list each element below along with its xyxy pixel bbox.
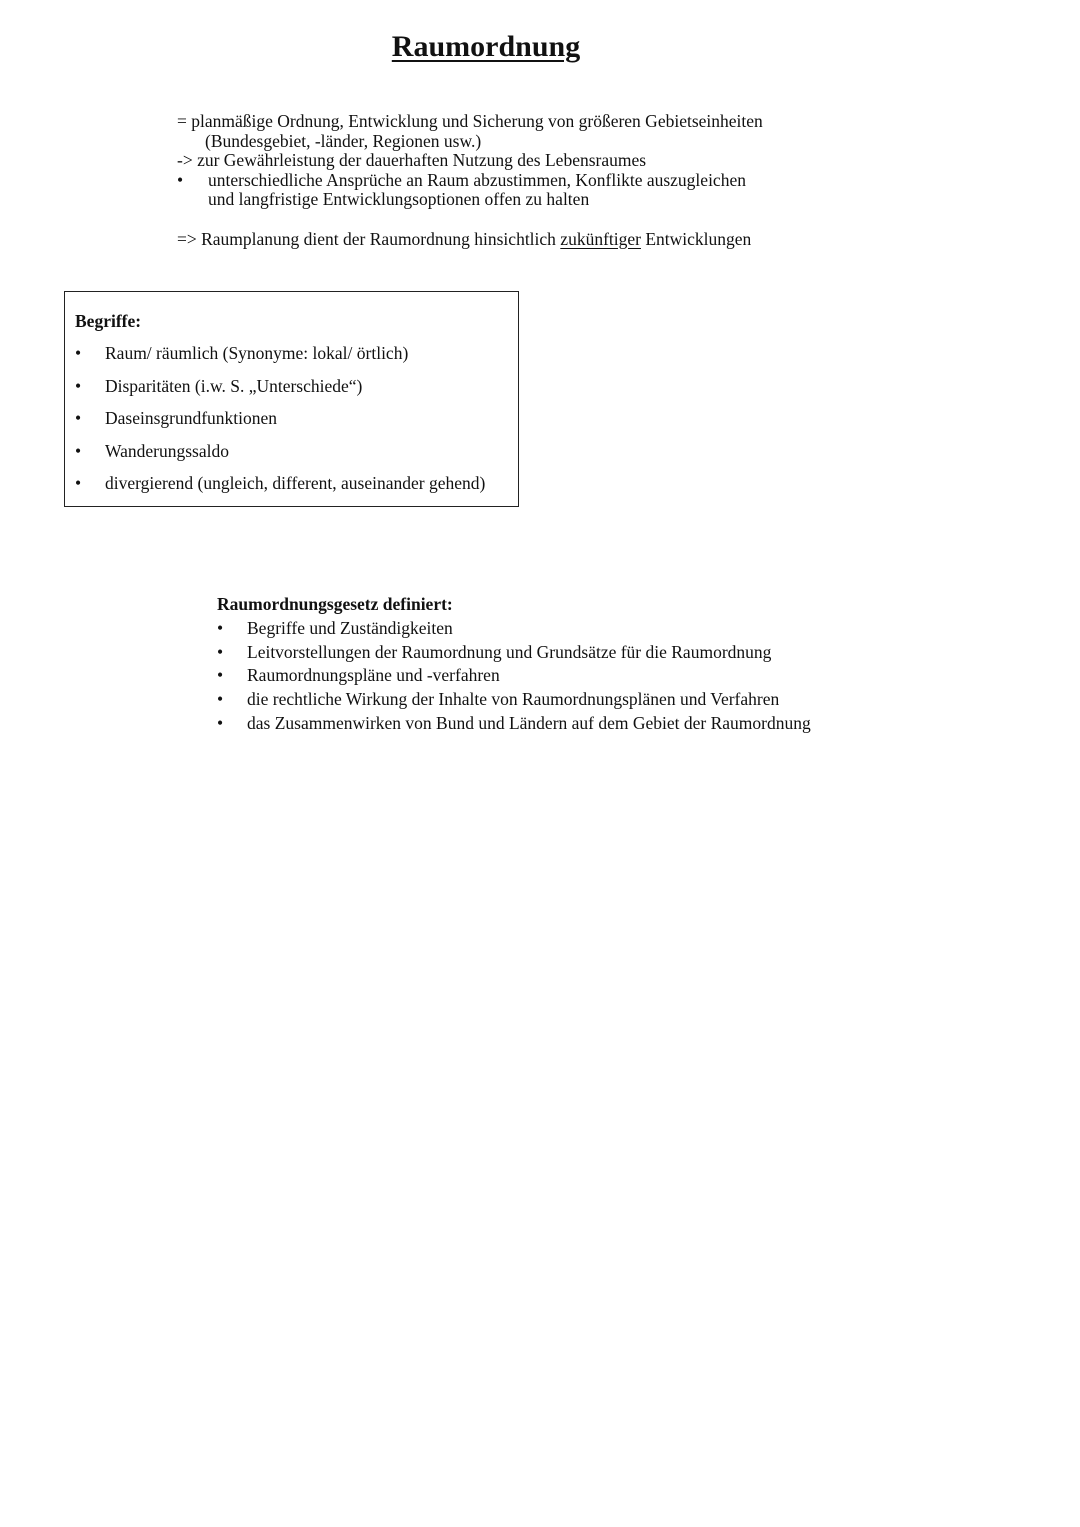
gesetz-title: Raumordnungsgesetz definiert: [217,594,453,614]
page-title: Raumordnung [391,30,581,63]
purpose-line: -> zur Gewährleistung der dauerhaften Nutzung des Lebensraumes [177,150,647,170]
list-item [75,342,508,364]
bullet-icon: • [75,440,82,461]
list-item [217,617,811,641]
intro-bullet-continuation: und langfristige Entwicklungsoptionen offen zu halten [208,189,590,209]
bullet-icon: • [177,169,184,190]
begriffe-box [64,291,519,507]
begriffe-list [75,342,508,494]
bullet-icon: • [217,641,224,662]
bullet-icon: • [217,617,224,638]
intro-bullet [177,171,763,191]
list-item-text: die rechtliche Wirkung der Inhalte von Raumordnungsplänen und Verfahren [247,689,780,710]
bullet-icon: • [75,473,82,493]
gesetz-section [217,593,811,736]
list-item-text: Wanderungssaldo [105,440,229,461]
conclusion-line [177,230,763,250]
list-item-text: Begriffe und Zuständigkeiten [247,617,453,638]
bullet-icon: • [217,665,224,686]
list-item [75,472,508,494]
list-item [75,375,508,397]
list-item [217,688,811,712]
bullet-icon: • [75,343,82,363]
definition-section [177,112,763,249]
list-item [217,664,811,688]
list-item [217,641,811,665]
bullet-icon: • [217,712,224,733]
list-item [75,440,508,462]
bullet-icon: • [217,689,224,710]
intro-bullet-text: unterschiedliche Ansprüche an Raum abzustimmen, Konflikte auszugleichen [208,169,746,190]
list-item [217,712,811,736]
list-item-text: Raumordnungspläne und -verfahren [247,665,500,686]
definition-line: = planmäßige Ordnung, Entwicklung und Sicherung von größeren Gebietseinheiten [177,111,763,131]
bullet-icon: • [75,375,82,396]
begriffe-title: Begriffe: [75,311,142,331]
list-item-text: Raum/ räumlich (Synonyme: lokal/ örtlich) [105,343,409,363]
definition-examples: (Bundesgebiet, -länder, Regionen usw.) [205,130,482,151]
conclusion-suffix: Entwicklungen [640,228,752,249]
bullet-icon: • [75,408,82,428]
list-item-text: divergierend (ungleich, different, auseinander gehend) [105,473,486,493]
list-item-text: das Zusammenwirken von Bund und Ländern auf dem Gebiet der Raumordnung [247,712,811,733]
list-item [75,407,508,429]
list-item-text: Daseinsgrundfunktionen [105,408,278,428]
list-item-text: Leitvorstellungen der Raumordnung und Grundsätze für die Raumordnung [247,641,772,662]
conclusion-prefix: => Raumplanung dient der Raumordnung hinsichtlich [177,228,561,249]
conclusion-underlined: zukünftiger [560,228,641,249]
gesetz-list [217,617,811,736]
list-item-text: Disparitäten (i.w. S. „Unterschiede“) [105,375,363,396]
